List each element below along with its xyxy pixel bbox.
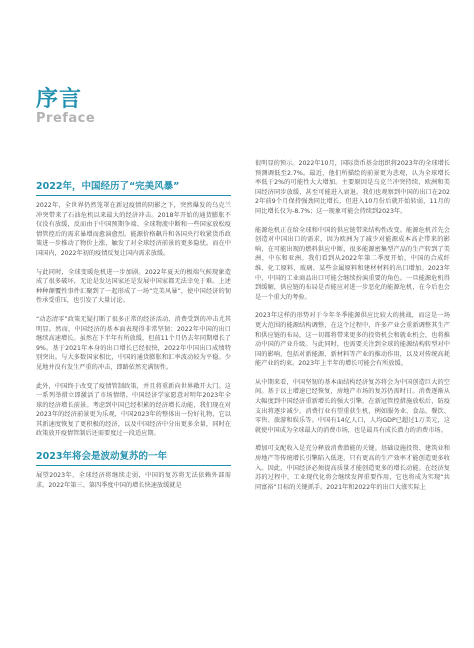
- paragraph: 2023年这样的形势对于今年冬季能源供应比较大的挑战，而这是一场更大范围的能源结构调整，在这个过程中，许多产业会重新调整其生产和供应链的布局，这一切都将带来更多的投资机会和就业机会，也将推动中国的产业升级。与此同时，也需要关注到全球的能源结构转型对中国的影响，包括对新能源、新材料等产业的推动作用，以及对传统高耗能产业的约束。2023年上半年的增长可能会有所放缓。: [255, 312, 450, 368]
- paragraph: 很明显的预示。2022年10月，国际货币基金组织将2023年的全球增长预测调低至2.7%。最近，他们所描绘的前景更为悲观，认为全球增长率低于2%的可能性大大增加。主要原因是乌克兰冲突持续，欧洲和美国经济同步放缓，甚至可能进入衰退。我们也观察到中国的出口在2022年前9个月保持强劲同比增长，但进入10月份后就开始转弱，11月的同比增长仅为-8.7%；这一现象可能会持续到2023年。: [255, 160, 450, 215]
- paragraph: 能源危机正在给全球和中国的供应链带来结构性改变。能源危机首先会创造对中国出口的需求，因为欧洲为了减少对能源成本高企带来的影响，在可能出现的燃料供应中断，很多能源密集型产品的生产转到了美洲、中东和亚洲。我们看到从2022年第二季度开始，中国的合成纤维、化工原料、玻璃、某些金属原料和建材材料的出口增加。2023年中，中国的工业商品出口可能会继续扮演重要的角色。一旦能源危机得到缓解，供应链的布局是否能应对进一步恶化的能源危机，在今后也会是一个重大的考验。: [255, 226, 450, 301]
- section-heading-2023-recovery: 2023年将会是波动复苏的一年: [36, 448, 231, 466]
- section-heading-perfect-storm: 2022年，中国经历了“完美风暴”: [36, 178, 231, 196]
- paragraph: 此外，中国终于改变了疫情管制政策，并且将重新向世界敞开大门。这一系列举措立即激活了市场情绪。中国经济学家愿意对明年2023年全球的经济增长前景。考虑到中国已经积累的经济增长动能，我们现在对2023年的经济前景更为乐观，中国2023年的整体出一份好礼物，它以其新速度恢复了更积极的经济，以及中国经济中分出更多余量，同时在政策放开疫情管制后还需要度过一段适应期。: [36, 382, 231, 438]
- paragraph: 与此同时，全球变暖危机进一步加剧。2022年夏天的极端气候现象造成了很多破坏，无论是发达国家还是发展中国家都无法幸免于难。上述种种颠覆性事件汇聚到了一起形成了一场“完美风暴”，使中国经济的韧性承受重压，也引发了大量讨论。: [36, 268, 231, 305]
- page-title: 序言: [36, 87, 83, 112]
- paragraph: “动态清零”政策无疑打断了很多正常的经济活动，消费受到的冲击尤其明显。然而，中国经济的基本面表现得非常坚韧：2022年中国的出口继续高速增长。虽然在下半年有所放缓，但前11个月仍去年同期增长了9%。基于2021年本身的出口增长已经很快，2022年中国出口成绩特别突出。与大多数国家相比，中国的通货膨胀和汇率波动较为平稳。少见地并没有发生严重的冲击，即路依然充满韧性。: [36, 315, 231, 371]
- body-columns: [36, 160, 450, 648]
- right-column: [255, 159, 450, 501]
- paragraph: 展望2023年，全球经济将继续走弱，中国的复苏将无法依赖外部需求。2022年第三、第四季度中国的增长快速放缓就是: [36, 472, 231, 489]
- paragraph: 2022年，全世界仍然笼罩在新冠疫情的阴影之下，突然爆发的乌克兰冲突带来了石油危机以来最大的经济冲击。2018年开始的通货膨胀不仅没有放缓，反而由于中国预期争端、全球物流中断和一些国家放松疫情管控后的需求暴增而愈演愈烈。能源价格飙升和各国央行收紧货币政策进一步推动了物价上涨，触发了对全球经济前景的更多隐忧。而在中国国内，2022年初的疫情反复让国内需求放缓。: [36, 202, 231, 257]
- paragraph: 增加可支配收入是充分释放消费潜能的关键。基础设施投资、建筑业和房地产等传统增长引擎陷入低迷，只有更高的生产效率才能创造更多收入。因此，中国经济必须提高质量才能创造更多的增长动能。在经济复苏的过程中，工业现代化将会继续发挥重要作用，它也将成为实现“共同富裕”目标的关键抓手。2021年和2022年的出口大涨实际上: [255, 445, 450, 491]
- paragraph: 从中期来看，中国坚韧的基本面结构经济复苏将会为中国创造巨大的空间。基于以上增速已经恢复，房地产市场的复苏仍需时日。消费逐渐从大幅度到中国经济重新增长的强大引擎，在新冠管控措施放松后，防疫支出将逐步减少，消费行业有望重获生机，例如服务业、食品、餐饮、零售、旅游和娱乐等。中国有14亿人口，人均GDP已超过1万美元，这就使中国成为全球最大的消费市场，也是最具有成长潜力的消费市场。: [255, 378, 450, 434]
- page-subtitle: Preface: [36, 111, 96, 126]
- left-column: [36, 178, 231, 499]
